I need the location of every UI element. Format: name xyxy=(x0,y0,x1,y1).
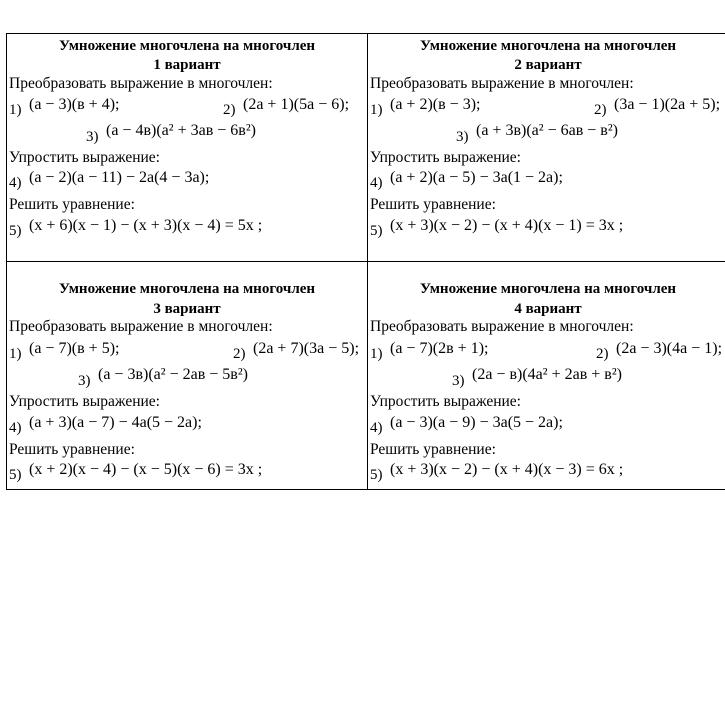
expression-1: (a − 7)(в + 5); xyxy=(29,340,120,357)
task3-label: Решить уравнение: xyxy=(9,441,135,458)
expression-5: (x + 3)(x − 2) − (x + 4)(x − 1) = 3x ; xyxy=(390,217,624,234)
item-number-4: 4) xyxy=(370,175,383,191)
variant-card-4 xyxy=(368,274,725,501)
task3-label: Решить уравнение: xyxy=(370,441,496,458)
task2-label: Упростить выражение: xyxy=(9,393,160,410)
expression-4: (a + 2)(a − 5) − 3a(1 − 2a); xyxy=(390,169,563,186)
variant-card-2 xyxy=(368,34,725,261)
expression-4: (a − 3)(a − 9) − 3a(5 − 2a); xyxy=(390,414,563,431)
horizontal-divider xyxy=(7,261,725,262)
expression-4: (a − 2)(a − 11) − 2a(4 − 3a); xyxy=(29,169,210,186)
card-variant: 3 вариант xyxy=(153,301,221,317)
item-number-4: 4) xyxy=(9,420,22,436)
expression-2: (2a − 3)(4a − 1); xyxy=(616,340,723,357)
expression-2: (2a + 1)(5a − 6); xyxy=(243,96,350,113)
expression-5: (x + 2)(x − 4) − (x − 5)(x − 6) = 3x ; xyxy=(29,461,263,478)
item-number-3: 3) xyxy=(452,373,465,389)
card-title: Умножение многочлена на многочлен xyxy=(419,281,677,297)
item-number-3: 3) xyxy=(86,129,99,145)
card-variant: 4 вариант xyxy=(514,301,582,317)
item-number-1: 1) xyxy=(9,346,22,362)
task1-label: Преобразовать выражение в многочлен: xyxy=(9,318,273,335)
card-title: Умножение многочлена на многочлен xyxy=(58,38,316,54)
task1-label: Преобразовать выражение в многочлен: xyxy=(370,318,634,335)
expression-1: (a + 2)(в − 3); xyxy=(390,96,481,113)
expression-2: (2a + 7)(3a − 5); xyxy=(253,340,360,357)
card-variant: 2 вариант xyxy=(514,57,582,73)
expression-5: (x + 3)(x − 2) − (x + 4)(x − 3) = 6x ; xyxy=(390,461,624,478)
expression-1: (a − 7)(2в + 1); xyxy=(390,340,489,357)
item-number-5: 5) xyxy=(370,223,383,239)
variant-card-1 xyxy=(7,34,367,261)
worksheet-grid xyxy=(6,33,725,490)
task2-label: Упростить выражение: xyxy=(370,393,521,410)
item-number-3: 3) xyxy=(456,129,469,145)
expression-4: (a + 3)(a − 7) − 4a(5 − 2a); xyxy=(29,414,202,431)
task1-label: Преобразовать выражение в многочлен: xyxy=(9,75,273,92)
task2-label: Упростить выражение: xyxy=(9,149,160,166)
item-number-5: 5) xyxy=(9,467,22,483)
expression-5: (x + 6)(x − 1) − (x + 3)(x − 4) = 5x ; xyxy=(29,217,263,234)
task3-label: Решить уравнение: xyxy=(370,196,496,213)
item-number-5: 5) xyxy=(9,223,22,239)
item-number-4: 4) xyxy=(370,420,383,436)
variant-card-3 xyxy=(7,274,367,501)
item-number-2: 2) xyxy=(596,346,609,362)
task2-label: Упростить выражение: xyxy=(370,149,521,166)
item-number-4: 4) xyxy=(9,175,22,191)
expression-1: (a − 3)(в + 4); xyxy=(29,96,120,113)
task1-label: Преобразовать выражение в многочлен: xyxy=(370,75,634,92)
task3-label: Решить уравнение: xyxy=(9,196,135,213)
item-number-3: 3) xyxy=(78,373,91,389)
card-variant: 1 вариант xyxy=(153,57,221,73)
item-number-1: 1) xyxy=(9,102,22,118)
expression-3: (2a − в)(4a² + 2aв + в²) xyxy=(472,366,622,383)
item-number-2: 2) xyxy=(594,102,607,118)
card-title: Умножение многочлена на многочлен xyxy=(58,281,316,297)
item-number-1: 1) xyxy=(370,346,383,362)
item-number-2: 2) xyxy=(223,102,236,118)
expression-3: (a − 4в)(a² + 3aв − 6в²) xyxy=(106,122,256,139)
item-number-2: 2) xyxy=(233,346,246,362)
item-number-5: 5) xyxy=(370,467,383,483)
expression-3: (a + 3в)(a² − 6aв − в²) xyxy=(476,122,618,139)
expression-3: (a − 3в)(a² − 2aв − 5в²) xyxy=(98,366,248,383)
expression-2: (3a − 1)(2a + 5); xyxy=(614,96,721,113)
item-number-1: 1) xyxy=(370,102,383,118)
card-title: Умножение многочлена на многочлен xyxy=(419,38,677,54)
